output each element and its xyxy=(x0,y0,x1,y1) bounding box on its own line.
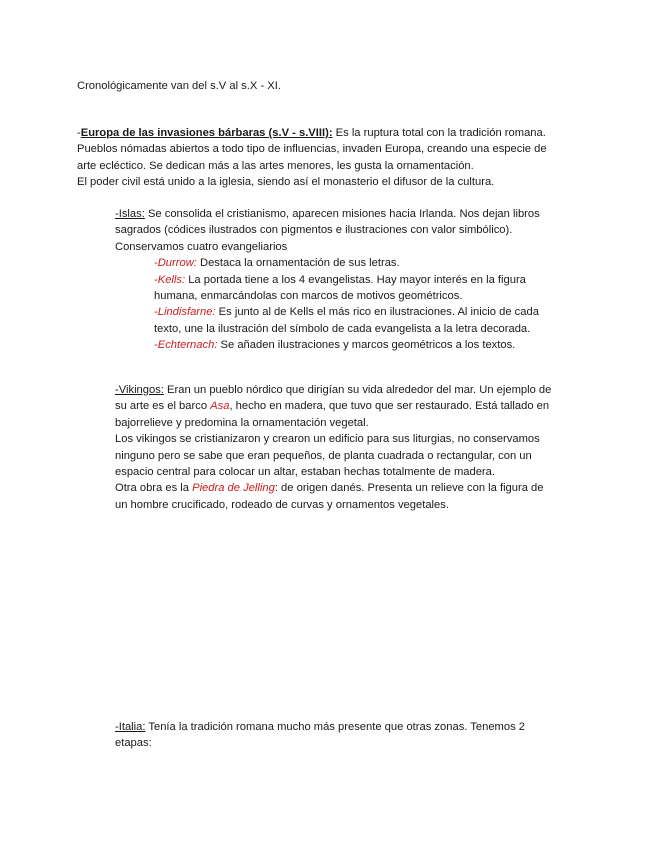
europa-line-3: arte ecléctico. Se dedican más a las artes menores, les gusta la ornamentación. xyxy=(77,159,474,172)
kells-name: -Kells: xyxy=(154,273,186,286)
europa-line-2: Pueblos nómadas abiertos a todo tipo de influencias, invaden Europa, creando una especie de xyxy=(77,143,547,156)
europa-heading: Europa de las invasiones bárbaras (s.V - s.VIII): xyxy=(80,127,333,139)
islas-line-1 xyxy=(115,206,640,222)
vikingos-line-7: Otra obra es la Piedra de Jelling: de origen danés. Presenta un relieve con la figura de xyxy=(115,482,544,495)
intro-text: Cronológicamente van del s.V al s.X - XI. xyxy=(77,80,281,92)
islas-line-2: sagrados (códices ilustrados con pigmentos e ilustraciones con valor simbólico). xyxy=(115,224,513,237)
durrow-name: -Durrow: xyxy=(154,257,197,270)
list-item: -Kells: La portada tiene a los 4 evangelistas. Hay mayor interés en la figura humana, enmarcándolas con marcos de motivos geométricos. xyxy=(154,273,526,303)
list-item: -Durrow: Destaca la ornamentación de sus letras. xyxy=(154,257,400,270)
italia-line-1: -Italia: Tenía la tradición romana mucho más presente que otras zonas. Tenemos 2 xyxy=(115,721,526,733)
vikingos-line-2: su arte es el barco Asa, hecho en madera, que tuvo que ser restaurado. Está tallado en xyxy=(115,400,550,413)
vikingos-line-4: Los vikingos se cristianizaron y crearon un edificio para sus liturgias, no conservamos xyxy=(115,433,540,446)
vikingos-line-3: bajorrelieve y predomina la ornamentación vegetal. xyxy=(115,416,369,429)
intro-paragraph xyxy=(77,78,281,94)
vikingos-section xyxy=(115,382,645,513)
vikingos-line-1: -Vikingos: Eran un pueblo nórdico que dirigían su vida alrededor del mar. Un ejemplo de xyxy=(115,384,552,396)
europa-line-4: El poder civil está unido a la iglesia, siendo así el monasterio el difusor de la cultura. xyxy=(77,176,495,189)
vikingos-line-8: un hombre crucificado, rodeado de curvas y ornamentos vegetales. xyxy=(115,498,449,511)
list-item: -Lindisfarne: Es junto al de Kells el más rico en ilustraciones. Al inicio de cada texto, une la ilustración del símbolo de cada evangelista a la letra decorada. xyxy=(154,306,539,335)
piedra-jelling-name: Piedra de Jelling xyxy=(192,482,275,495)
vikingos-line-5: ninguno pero se sabe que eran pequeños, de planta cuadrada o rectangular, con un xyxy=(115,449,532,462)
europa-line-1-rest: Es la ruptura total con la tradición romana. xyxy=(332,127,546,139)
italia-section xyxy=(115,719,645,752)
italia-label: -Italia: xyxy=(115,721,146,733)
islas-line-3: Conservamos cuatro evangeliarios xyxy=(115,240,288,253)
vikingos-label: -Vikingos: xyxy=(115,384,164,396)
europa-line-1 xyxy=(77,125,637,141)
asa-ship-name: Asa xyxy=(210,400,230,413)
europa-prefix: - xyxy=(77,127,81,139)
evangeliarios-list xyxy=(115,255,640,353)
vikingos-line-6: espacio central para colocar un altar, estaban hechas totalmente de madera. xyxy=(115,466,495,479)
islas-section xyxy=(115,206,640,354)
islas-text-1: Se consolida el cristianismo, aparecen misiones hacia Irlanda. Nos dejan libros xyxy=(144,208,540,220)
list-item: -Echternach: Se añaden ilustraciones y marcos geométricos a los textos. xyxy=(154,339,516,352)
europa-section xyxy=(77,125,637,191)
italia-line-2: etapas: xyxy=(115,737,152,750)
lindisfarne-name: -Lindisfarne: xyxy=(154,306,216,319)
echternach-name: -Echternach: xyxy=(154,339,218,352)
islas-label: -Islas: xyxy=(115,208,145,220)
